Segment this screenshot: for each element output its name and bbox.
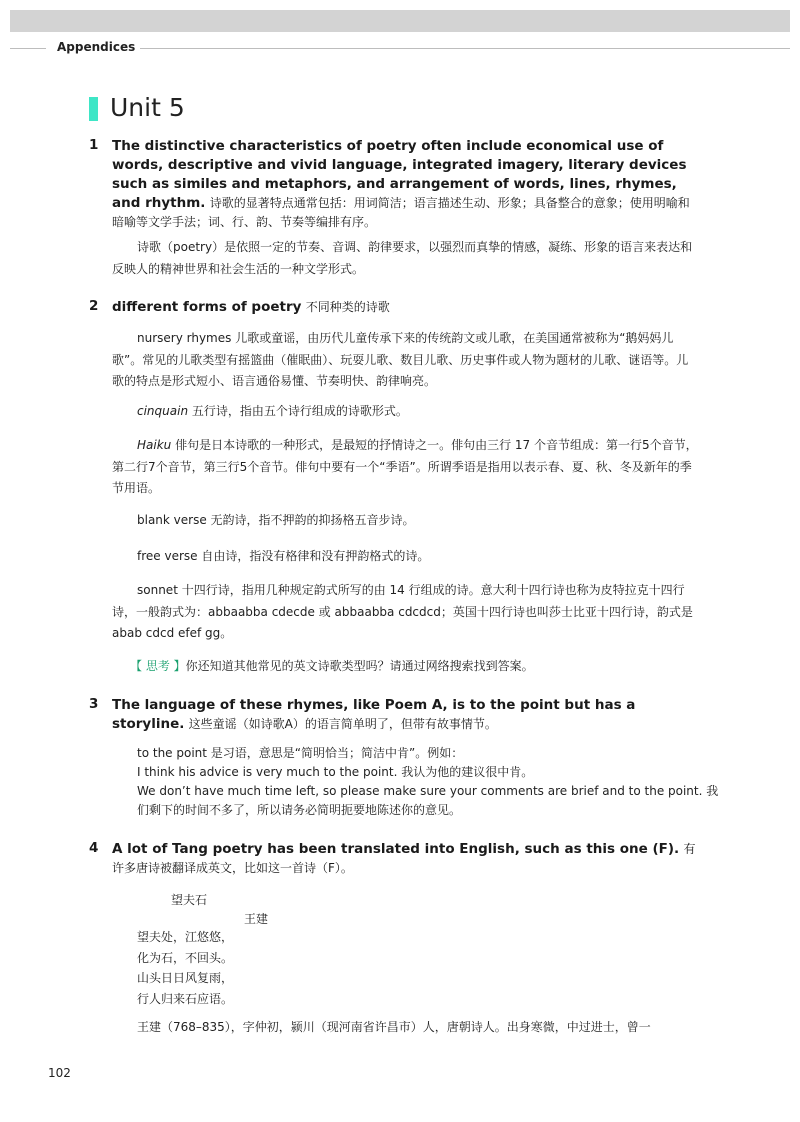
haiku-def: 俳句是日本诗歌的一种形式，是最短的抒情诗之一。俳句由三行 17 个音节组成：第一行5个音节，第二行7个音节，第三行5个音节。俳句中要有一个“季语”。所谓季语是指用以表示春、夏、秋、冬及新年的季节用语。 — [112, 438, 698, 495]
sonnet-para: sonnet 十四行诗，指用几种规定韵式所写的由 14 行组成的诗。意大利十四行诗也称为皮特拉克十四行诗，一般韵式为：abbaabba cdecde 或 abbaabba cdcdcd；英国十四行诗也叫莎士比亚十四行诗，韵式是 abab cdcd efef gg。 — [112, 583, 693, 640]
note-item-4 — [89, 840, 701, 878]
nursery-rhymes-para: nursery rhymes 儿歌或童谣，由历代儿童传承下来的传统韵文或儿歌，在美国通常被称为“鹅妈妈儿歌”。常见的儿歌类型有摇篮曲（催眠曲）、玩耍儿歌、数目儿歌、历史事件或人物为题材的儿歌、谜语等。儿歌的特点是形式短小、语言通俗易懂、节奏明快、韵律响亮。 — [112, 331, 689, 388]
think-label: 【 思考 】 — [130, 659, 186, 673]
top-gray-bar — [10, 10, 790, 32]
think-text: 你还知道其他常见的英文诗歌类型吗？请通过网络搜索找到答案。 — [185, 659, 534, 673]
idiom-explanation: to the point 是习语，意思是“简明恰当；简洁中肯”。例如： — [137, 746, 464, 760]
to-the-point-note — [112, 744, 725, 820]
poem-line: 行人归来石应语。 — [137, 991, 234, 1006]
item-heading-en: A lot of Tang poetry has been translated into English, such as this one (F). — [112, 841, 680, 857]
unit-accent-bar — [89, 97, 98, 121]
item-number: 2 — [89, 298, 99, 314]
unit-title: Unit 5 — [110, 93, 185, 122]
poem-line: 山头日日风复雨， — [137, 971, 234, 985]
item-heading — [112, 840, 701, 878]
note-item-1 — [89, 137, 701, 232]
think-prompt — [112, 656, 718, 678]
cinquain-para — [112, 401, 725, 423]
section-label: Appendices — [57, 40, 136, 54]
poem-title: 望夫石 — [171, 893, 208, 907]
item-heading-cn: 这些童谣（如诗歌A）的语言简单明了，但带有故事情节。 — [188, 717, 497, 731]
free-verse-para: free verse 自由诗，指没有格律和没有押韵格式的诗。 — [137, 549, 430, 563]
cinquain-term: cinquain — [137, 404, 189, 418]
header-rule-right — [140, 48, 790, 49]
cinquain-def: 五行诗，指由五个诗行组成的诗歌形式。 — [191, 404, 408, 418]
item-heading-en: The distinctive characteristics of poetry often include economical use of words, descriptive and vivid language, integrated imagery, literary devices such as similes and metaphors, and arrangement of words, lines, rhymes, and rhythm. — [112, 138, 687, 211]
item-number: 3 — [89, 696, 99, 712]
blank-verse-para: blank verse 无韵诗，指不押韵的抑扬格五音步诗。 — [137, 513, 415, 527]
item-heading-cn: 有许多唐诗被翻译成英文，比如这一首诗（F）。 — [112, 842, 696, 875]
item-heading — [112, 298, 701, 317]
header-rule-left — [10, 48, 46, 49]
example-sentence-2: We don’t have much time left, so please make sure your comments are brief and to the point. 我们剩下的时间不多了，所以请务必简明扼要地陈述你的意见。 — [137, 784, 719, 817]
poem-line: 望夫处，江悠悠， — [137, 930, 234, 944]
poet-bio: 王建（768–835），字仲初，颍川（现河南省许昌市）人，唐朝诗人。出身寒微，中过进士，曾一 — [137, 1020, 651, 1034]
example-sentence-1: I think his advice is very much to the point. 我认为他的建议很中肯。 — [137, 765, 534, 779]
item-heading-en: The language of these rhymes, like Poem A, is to the point but has a storyline. — [112, 697, 636, 732]
poem-body — [137, 927, 233, 1009]
item-heading — [112, 137, 701, 232]
item-heading-en: different forms of poetry — [112, 299, 302, 315]
poetry-definition: 诗歌（poetry）是依照一定的节奏、音调、韵律要求，以强烈而真挚的情感，凝练、形象的语言来表达和反映人的精神世界和社会生活的一种文学形式。 — [112, 240, 693, 276]
item-heading-cn: 不同种类的诗歌 — [305, 300, 390, 314]
poem-author: 王建 — [244, 912, 269, 926]
poem-line: 化为石，不回头。 — [137, 950, 234, 965]
haiku-para — [112, 435, 700, 500]
note-item-3 — [89, 696, 701, 734]
item-number: 1 — [89, 137, 99, 153]
haiku-term: Haiku — [137, 438, 172, 452]
item-number: 4 — [89, 840, 99, 856]
item-heading — [112, 696, 701, 734]
item-heading-cn: 诗歌的显著特点通常包括：用词简洁；语言描述生动、形象；具备整合的意象；使用明喻和暗喻等文学手法；词、行、韵、节奏等编排有序。 — [112, 196, 690, 229]
page-number: 102 — [48, 1066, 71, 1080]
note-item-2 — [89, 298, 701, 317]
